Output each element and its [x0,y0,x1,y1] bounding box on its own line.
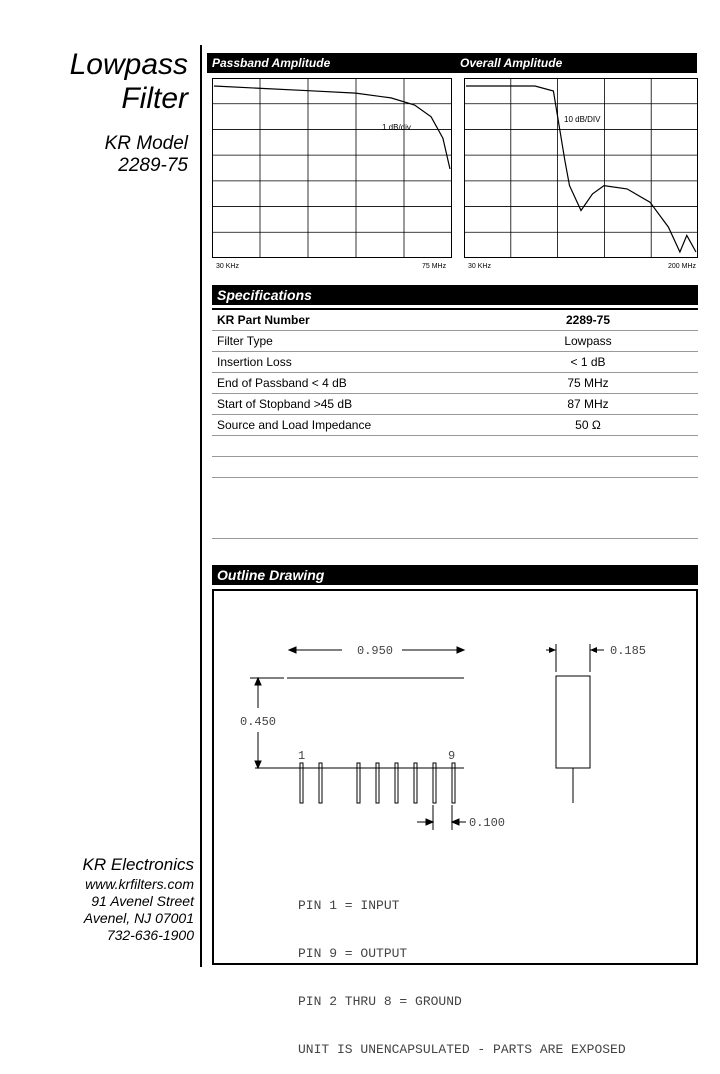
passband-chart-header: Passband Amplitude [212,56,331,70]
pitch-dimension [417,805,466,830]
company-name: KR Electronics [82,855,194,874]
spec-label: Insertion Loss [212,352,478,373]
overall-chart [464,78,698,258]
spec-value: < 1 dB [478,352,698,373]
passband-scale-label: 1 dB/div [382,123,411,132]
spec-value: 75 MHz [478,373,698,394]
passband-grid [212,78,452,258]
table-header-row [212,309,698,331]
product-title-line2: Filter [121,82,188,115]
note-line: PIN 1 = INPUT [298,898,400,913]
overall-series-line [466,86,696,252]
table-row [212,352,698,373]
passband-series-line [214,86,450,169]
width-dim-label: 0.950 [357,644,394,658]
empty-row [212,436,698,457]
passband-x-end: 75 MHz [422,263,447,270]
table-row [212,415,698,436]
empty-row [212,539,698,560]
street-address: 91 Avenel Street [91,893,194,909]
product-title-line1: Lowpass [69,48,188,81]
phone-number: 732-636-1900 [106,927,194,943]
spec-label: Source and Load Impedance [212,415,478,436]
part-number-value: 2289-75 [478,309,698,331]
empty-row [212,457,698,478]
model-number: 2289-75 [118,155,188,176]
passband-x-start: 30 KHz [216,263,239,270]
note-line: PIN 9 = OUTPUT [298,946,408,961]
empty-row [212,478,698,539]
spec-label: Start of Stopband >45 dB [212,394,478,415]
pin-1-label: 1 [298,749,306,763]
table-row [212,394,698,415]
overall-x-end: 200 MHz [668,263,697,270]
city-address: Avenel, NJ 07001 [83,910,194,926]
side-view [546,644,604,803]
note-line: UNIT IS UNENCAPSULATED - PARTS ARE EXPOSED [298,1042,626,1057]
website-link[interactable]: www.krfilters.com [85,876,194,892]
table-row [212,331,698,352]
specifications-title: Specifications [217,287,312,303]
note-line: PIN 2 THRU 8 = GROUND [298,994,462,1009]
pin-9-label: 9 [448,749,456,763]
outline-notes [298,866,626,1074]
spec-value: 50 Ω [478,415,698,436]
overall-chart-header: Overall Amplitude [460,56,563,70]
model-label: KR Model [104,133,188,154]
overall-x-start: 30 KHz [468,263,491,270]
specifications-table [212,308,698,559]
pins [300,763,455,803]
part-number-label: KR Part Number [212,309,478,331]
outline-title: Outline Drawing [217,567,325,583]
overall-grid [464,78,698,258]
spec-value: Lowpass [478,331,698,352]
vertical-divider [200,45,202,967]
overall-scale-label: 10 dB/DIV [564,115,601,124]
spec-value: 87 MHz [478,394,698,415]
spec-label: Filter Type [212,331,478,352]
depth-dim-label: 0.185 [610,644,647,658]
height-dim-label: 0.450 [240,715,277,729]
specifications-header [212,285,698,305]
passband-chart [212,78,452,258]
spec-label: End of Passband < 4 dB [212,373,478,394]
outline-header [212,565,698,585]
chart-frame [465,79,698,258]
table-row [212,373,698,394]
pitch-dim-label: 0.100 [469,816,506,830]
outline-drawing [212,620,698,880]
